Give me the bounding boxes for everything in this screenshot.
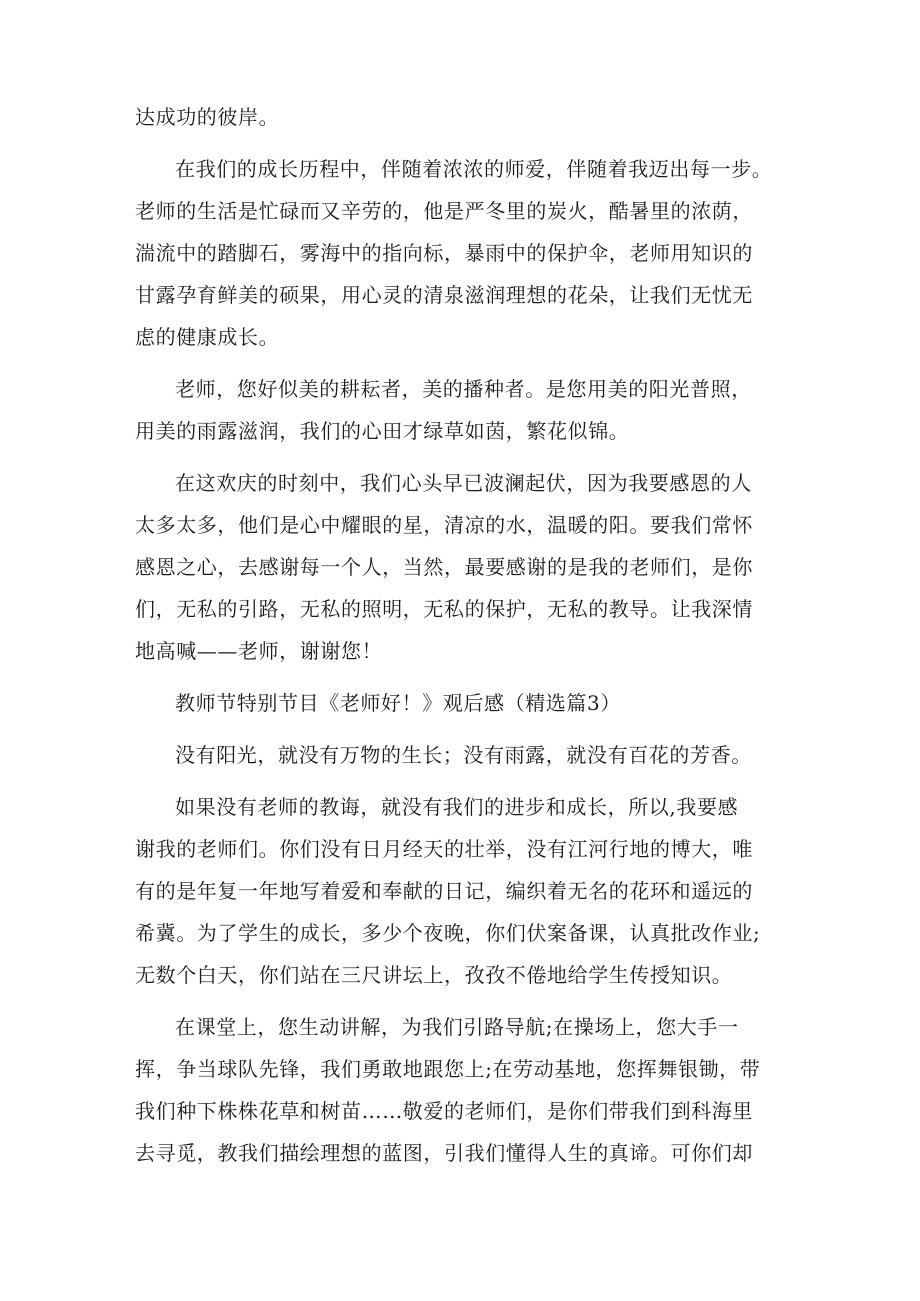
paragraph-1 <box>135 96 795 138</box>
paragraph-3 <box>135 368 795 452</box>
text-line: 用美的雨露滋润，我们的心田才绿草如茵，繁花似锦。 <box>135 419 630 443</box>
document-body <box>135 96 795 1184</box>
heading-line: 教师节特别节目《老师好！》观后感（精选篇3） <box>175 691 621 715</box>
text-line: 感恩之心，去感谢每一个人，当然，最要感谢的是我的老师们，是你 <box>135 555 753 579</box>
text-line: 在我们的成长历程中，伴随着浓浓的师爱，伴随着我迈出每一步。 <box>175 157 773 181</box>
paragraph-7 <box>135 1006 795 1174</box>
section-heading <box>135 682 795 724</box>
text-line: 挥，争当球队先锋，我们勇敢地跟您上;在劳动基地，您挥舞银锄，带 <box>135 1057 761 1081</box>
text-line: 老师，您好似美的耕耘者，美的播种者。是您用美的阳光普照， <box>175 377 752 401</box>
text-line: 虑的健康成长。 <box>135 325 280 349</box>
text-line: 我们种下株株花草和树苗……敬爱的老师们，是你们带我们到科海里 <box>135 1099 753 1123</box>
text-line: 有的是年复一年地写着爱和奉献的日记，编织着无名的花环和遥远的 <box>135 879 753 903</box>
text-line: 去寻觅，教我们描绘理想的蓝图，引我们懂得人生的真谛。可你们却 <box>135 1141 753 1165</box>
paragraph-6 <box>135 786 795 996</box>
text-line: 在这欢庆的时刻中，我们心头早已波澜起伏，因为我要感恩的人 <box>175 471 752 495</box>
paragraph-2 <box>135 148 795 358</box>
text-line: 达成功的彼岸。 <box>135 105 280 129</box>
text-line: 湍流中的踏脚石，雾海中的指向标，暴雨中的保护伞，老师用知识的 <box>135 241 753 265</box>
text-line: 在课堂上，您生动讲解，为我们引路导航;在操场上，您大手一 <box>175 1015 739 1039</box>
text-line: 太多太多，他们是心中耀眼的星，清凉的水，温暖的阳。要我们常怀 <box>135 513 753 537</box>
paragraph-5 <box>135 734 795 776</box>
text-line: 希冀。为了学生的成长，多少个夜晚，你们伏案备课，认真批改作业; <box>135 921 761 945</box>
text-line: 无数个白天，你们站在三尺讲坛上，孜孜不倦地给学生传授知识。 <box>135 963 733 987</box>
text-line: 地高喊——老师，谢谢您！ <box>135 639 383 663</box>
text-line: 谢我的老师们。你们没有日月经天的壮举，没有江河行地的博大，唯 <box>135 837 753 861</box>
text-line: 没有阳光，就没有万物的生长；没有雨露，就没有百花的芳香。 <box>175 743 752 767</box>
text-line: 老师的生活是忙碌而又辛劳的，他是严冬里的炭火，酷暑里的浓荫， <box>135 199 753 223</box>
text-line: 甘露孕育鲜美的硕果，用心灵的清泉滋润理想的花朵，让我们无忧无 <box>135 283 753 307</box>
text-line: 如果没有老师的教诲，就没有我们的进步和成长，所以,我要感 <box>175 795 739 819</box>
paragraph-4 <box>135 462 795 672</box>
text-line: 们，无私的引路，无私的照明，无私的保护，无私的教导。让我深情 <box>135 597 753 621</box>
